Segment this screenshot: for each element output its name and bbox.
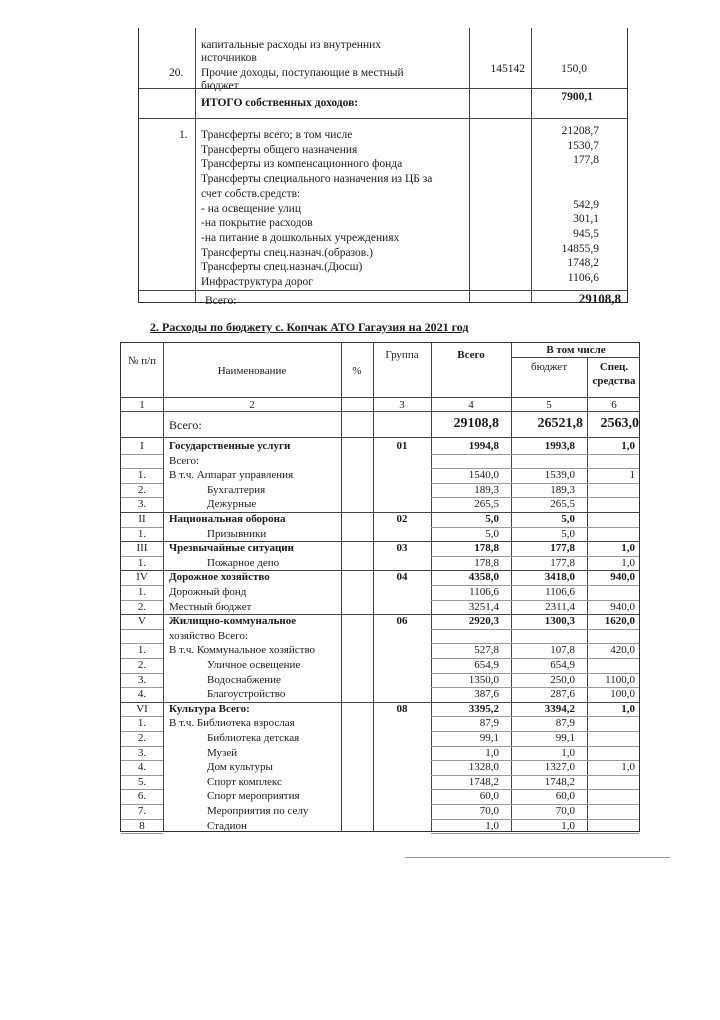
table-row [121,586,641,601]
income-row-text: источников [201,52,257,64]
row-rule [121,585,163,586]
table-row [121,790,641,805]
row-special: 1100,0 [605,673,635,686]
column-number: 1 [139,399,145,411]
row-rule [121,454,163,455]
row-number: 4. [137,688,147,701]
table-row [121,440,641,455]
income-table [138,28,628,307]
row-rule [121,760,163,761]
transfer-value: 542,9 [573,198,599,211]
row-rule [121,643,163,644]
row-budget: 265,5 [550,498,575,511]
row-name: Бухгалтерия [207,483,266,496]
table-row [121,557,641,572]
row-budget: 250,0 [550,673,575,686]
row-name: Всего: [169,454,200,467]
row-budget: 1748,2 [544,775,575,788]
row-rule [431,556,639,557]
row-name: Музей [207,746,238,759]
row-total: 70,0 [479,805,499,817]
row-rule [121,833,163,834]
row-budget: 1,0 [561,819,575,832]
row-rule [431,454,639,455]
row-divider [121,437,639,438]
row-rule [431,673,639,674]
grand-total-row [121,416,641,436]
table-row [121,776,641,791]
row-total: 5,0 [485,527,499,540]
own-income-total-label: ИТОГО собственных доходов: [201,97,359,109]
row-total: 2920,3 [468,615,499,628]
expenses-heading: 2. Расходы по бюджету с. Копчак АТО Гагаузия на 2021 год [150,320,469,334]
row-rule [431,497,639,498]
row-name: Государственные услуги [169,440,291,452]
row-number: 2. [137,483,147,496]
grand-total-label: Всего: [169,418,202,432]
transfers-number: 1. [179,129,188,141]
row-name: Спорт комплекс [207,775,282,788]
row-divider [121,541,639,542]
row-number: 3. [137,498,147,511]
column-number: 5 [546,399,552,411]
row-name: Местный бюджет [169,600,252,613]
row-number: 1. [137,469,147,482]
row-rule [121,468,163,469]
row-total: 99,1 [479,732,499,744]
row-total: 1748,2 [468,775,499,788]
row-special: 1,0 [621,761,635,774]
row-rule [431,804,639,805]
row-rule [121,483,163,484]
row-divider [139,118,627,119]
row-divider [121,512,639,513]
row-rule [431,775,639,776]
header-group: Группа [385,349,419,361]
row-rule [121,819,163,820]
header-including: В том числе [546,344,606,356]
row-number: 2. [137,659,147,671]
row-number: 4. [137,761,147,774]
transfer-text: Трансферты специального назначения из ЦБ за [201,173,433,186]
row-number: 2. [137,732,147,744]
row-number: 6. [137,790,147,803]
table-row [121,717,641,732]
column-number: 3 [399,399,405,411]
row-rule [431,746,639,747]
column-divider [195,28,196,302]
row-name: Жилищно-коммунальное [169,615,297,628]
row-total: 527,8 [474,644,499,657]
row-budget: 3418,0 [544,571,575,584]
row-rule [431,833,639,834]
row-total: 5,0 [485,513,499,525]
row-number: III [136,542,148,555]
table-row [121,747,641,762]
table-row [121,820,641,835]
table-row [121,528,641,543]
table-row [121,644,641,659]
row-rule [431,819,639,820]
header-percent: % [352,365,362,377]
row-divider [121,614,639,615]
transfer-text: -на питание в дошкольных учреждениях [201,231,400,244]
row-budget: 1300,3 [544,615,575,628]
row-rule [121,556,163,557]
row-rule [121,746,163,747]
row-name: Призывники [207,527,267,540]
row-total: 1,0 [485,819,499,832]
row-rule [431,760,639,761]
row-number: 1. [137,644,147,657]
row-number: 3. [137,746,147,759]
row-special: 940,0 [610,571,635,584]
row-number: IV [136,571,148,584]
transfer-value: 1530,7 [567,139,599,152]
row-name: Спорт мероприятия [207,790,300,803]
row-rule [431,789,639,790]
income-row-text: Прочие доходы, поступающие в местный [201,67,404,79]
transfer-text: Трансферты спец.назнач.(образов.) [201,246,373,259]
row-name: В т.ч. Библиотека взрослая [169,717,295,730]
row-special: 940,0 [610,600,635,613]
row-total: 1106,6 [469,586,499,598]
transfer-text: - на освещение улиц [201,202,301,215]
row-budget: 107,8 [550,644,575,657]
row-name: Благоустройство [207,688,286,701]
row-name: Дежурные [207,498,257,511]
row-total: 1,0 [485,746,499,759]
row-budget: 189,3 [550,483,575,496]
row-total: 178,8 [474,542,499,555]
transfer-text: Трансферты всего; в том числе [201,129,353,141]
row-special: 1620,0 [604,615,635,628]
transfer-text: Трансферты спец.назнач.(Дюсш) [201,261,363,274]
row-name: Чрезвычайные ситуации [169,542,294,555]
row-name: Культура Всего: [169,702,250,715]
row-rule [121,527,163,528]
row-name: Мероприятия по селу [207,805,309,817]
row-rule [121,629,163,630]
row-name: хозяйство Всего: [169,629,248,642]
transfer-value: 1748,2 [567,257,599,270]
row-rule [121,731,163,732]
row-special: 1,0 [621,542,635,555]
row-budget: 654,9 [550,659,575,671]
row-total: 1540,0 [468,469,499,482]
row-budget: 287,6 [550,688,575,701]
row-name: Дорожный фонд [169,586,247,598]
income-row-code: 145142 [490,63,525,75]
column-divider [469,28,470,302]
transfer-value: 14855,9 [561,242,599,255]
row-total: 87,9 [479,717,499,730]
table-row [121,703,641,718]
row-budget: 5,0 [561,527,575,540]
row-number: 3. [137,673,147,686]
table-row [121,659,641,674]
row-total: 387,6 [474,688,499,701]
row-budget: 60,0 [555,790,575,803]
row-budget: 177,8 [550,542,575,555]
transfer-text: Трансферты общего назначения [201,143,358,156]
row-number: 1. [137,556,147,569]
row-rule [121,673,163,674]
footer-divider [405,857,670,858]
transfer-value: 177,8 [573,154,599,167]
row-special: 420,0 [610,644,635,657]
row-total: 1328,0 [468,761,499,774]
row-number: II [138,513,146,525]
row-divider [511,357,639,358]
table-row [121,688,641,703]
row-rule [431,687,639,688]
row-name: В т.ч. Коммунальное хозяйство [169,644,316,657]
row-budget: 1106,6 [545,586,575,598]
row-number: 1. [137,527,147,540]
row-total: 178,8 [474,556,499,569]
transfer-text: Трансферты из компенсационного фонда [201,158,403,171]
table-row [121,571,641,586]
row-name: Национальная оборона [169,513,286,525]
row-rule [431,731,639,732]
transfer-text: счет собств.средств: [201,187,301,200]
row-rule [121,789,163,790]
header-special-line1: Спец. [599,361,629,373]
row-total: 1350,0 [468,673,499,686]
row-group: 01 [396,440,408,452]
row-total: 3251,4 [468,600,499,613]
table-row [121,630,641,645]
table-row [121,484,641,499]
row-name: Дорожное хозяйство [169,571,270,584]
row-total: 654,9 [474,659,499,671]
row-group: 08 [396,702,408,715]
row-budget: 177,8 [550,556,575,569]
header-budget: бюджет [531,361,567,373]
grand-income-value: 29108,8 [578,291,621,306]
transfer-text: Инфраструктура дорог [201,276,313,288]
row-rule [121,658,163,659]
transfer-value: 945,5 [573,227,599,240]
table-row [121,615,641,630]
row-total: 60,0 [479,790,499,803]
grand-income-label: Всего: [205,295,237,307]
transfer-text: -на покрытие расходов [201,217,313,230]
income-row-number: 20. [169,67,184,79]
row-budget: 1539,0 [544,469,575,482]
row-rule [121,600,163,601]
header-name: Наименование [217,365,287,377]
row-rule [431,716,639,717]
table-row [121,674,641,689]
table-row [121,732,641,747]
row-budget: 5,0 [561,513,575,525]
row-budget: 99,1 [555,732,575,744]
row-budget: 1327,0 [544,761,575,774]
row-total: 1994,8 [468,440,499,452]
table-row [121,513,641,528]
header-number: № п/п [127,355,157,367]
row-budget: 1,0 [561,746,575,759]
row-budget: 2311,4 [545,600,575,613]
row-name: В т.ч. Аппарат управления [169,469,294,482]
row-rule [121,687,163,688]
row-total: 4358,0 [468,571,499,584]
row-divider [121,570,639,571]
row-group: 04 [396,571,408,584]
row-budget: 87,9 [555,717,575,730]
row-name: Библиотека детская [207,732,300,744]
grand-total-special: 2563,0 [600,416,639,431]
row-rule [431,527,639,528]
transfer-value: 1106,6 [567,272,599,284]
expenses-table [120,342,640,832]
row-rule [431,468,639,469]
row-number: VI [136,702,148,715]
table-row [121,805,641,820]
row-special: 1,0 [621,440,635,452]
row-number: 5. [137,775,147,788]
row-budget: 1993,8 [544,440,575,452]
column-divider [531,28,532,302]
row-number: V [138,615,146,628]
row-name: Дом культуры [207,761,273,774]
row-number: 1. [137,586,147,598]
row-rule [121,497,163,498]
row-rule [121,775,163,776]
row-divider [121,397,639,398]
grand-total-budget: 26521,8 [537,416,583,431]
row-name: Уличное освещение [207,659,301,671]
table-row [121,601,641,616]
header-total: Всего [457,349,485,361]
row-total: 3395,2 [468,702,499,715]
row-total: 189,3 [474,483,499,496]
row-number: I [140,440,144,452]
header-special-line2: средства [592,375,636,387]
row-group: 02 [396,513,408,525]
row-divider [121,702,639,703]
row-rule [431,600,639,601]
column-number: 6 [611,399,617,411]
row-divider [139,290,627,291]
row-name: Стадион [207,819,247,832]
row-rule [431,643,639,644]
column-number: 4 [468,399,474,411]
row-name: Пожарное депо [207,556,280,569]
row-group: 03 [396,542,408,555]
transfer-value: 301,1 [573,213,599,226]
row-number: 2. [137,600,147,613]
row-special: 100,0 [610,688,635,701]
table-row [121,542,641,557]
grand-total-total: 29108,8 [453,416,499,431]
row-group: 06 [396,615,408,628]
table-row [121,498,641,513]
row-number: 1. [137,717,147,730]
transfer-value: 21208,7 [561,125,599,137]
row-rule [121,716,163,717]
income-row-text: бюджет [201,80,239,92]
row-rule [431,585,639,586]
row-budget: 70,0 [555,805,575,817]
income-row-text: капитальные расходы из внутренних [201,39,382,51]
table-row [121,455,641,470]
row-rule [431,658,639,659]
row-budget: 3394,2 [544,702,575,715]
row-special: 1 [629,469,635,482]
row-total: 265,5 [474,498,499,511]
income-row-value: 150,0 [561,63,587,75]
row-special: 1,0 [621,702,635,715]
own-income-total-value: 7900,1 [561,91,593,103]
row-number: 8 [139,819,145,832]
row-number: 7. [137,805,147,817]
table-row [121,761,641,776]
row-special: 1,0 [621,556,635,569]
row-name: Водоснабжение [207,673,281,686]
row-rule [431,629,639,630]
table-row [121,469,641,484]
row-rule [431,483,639,484]
column-number: 2 [249,399,255,411]
row-rule [121,804,163,805]
